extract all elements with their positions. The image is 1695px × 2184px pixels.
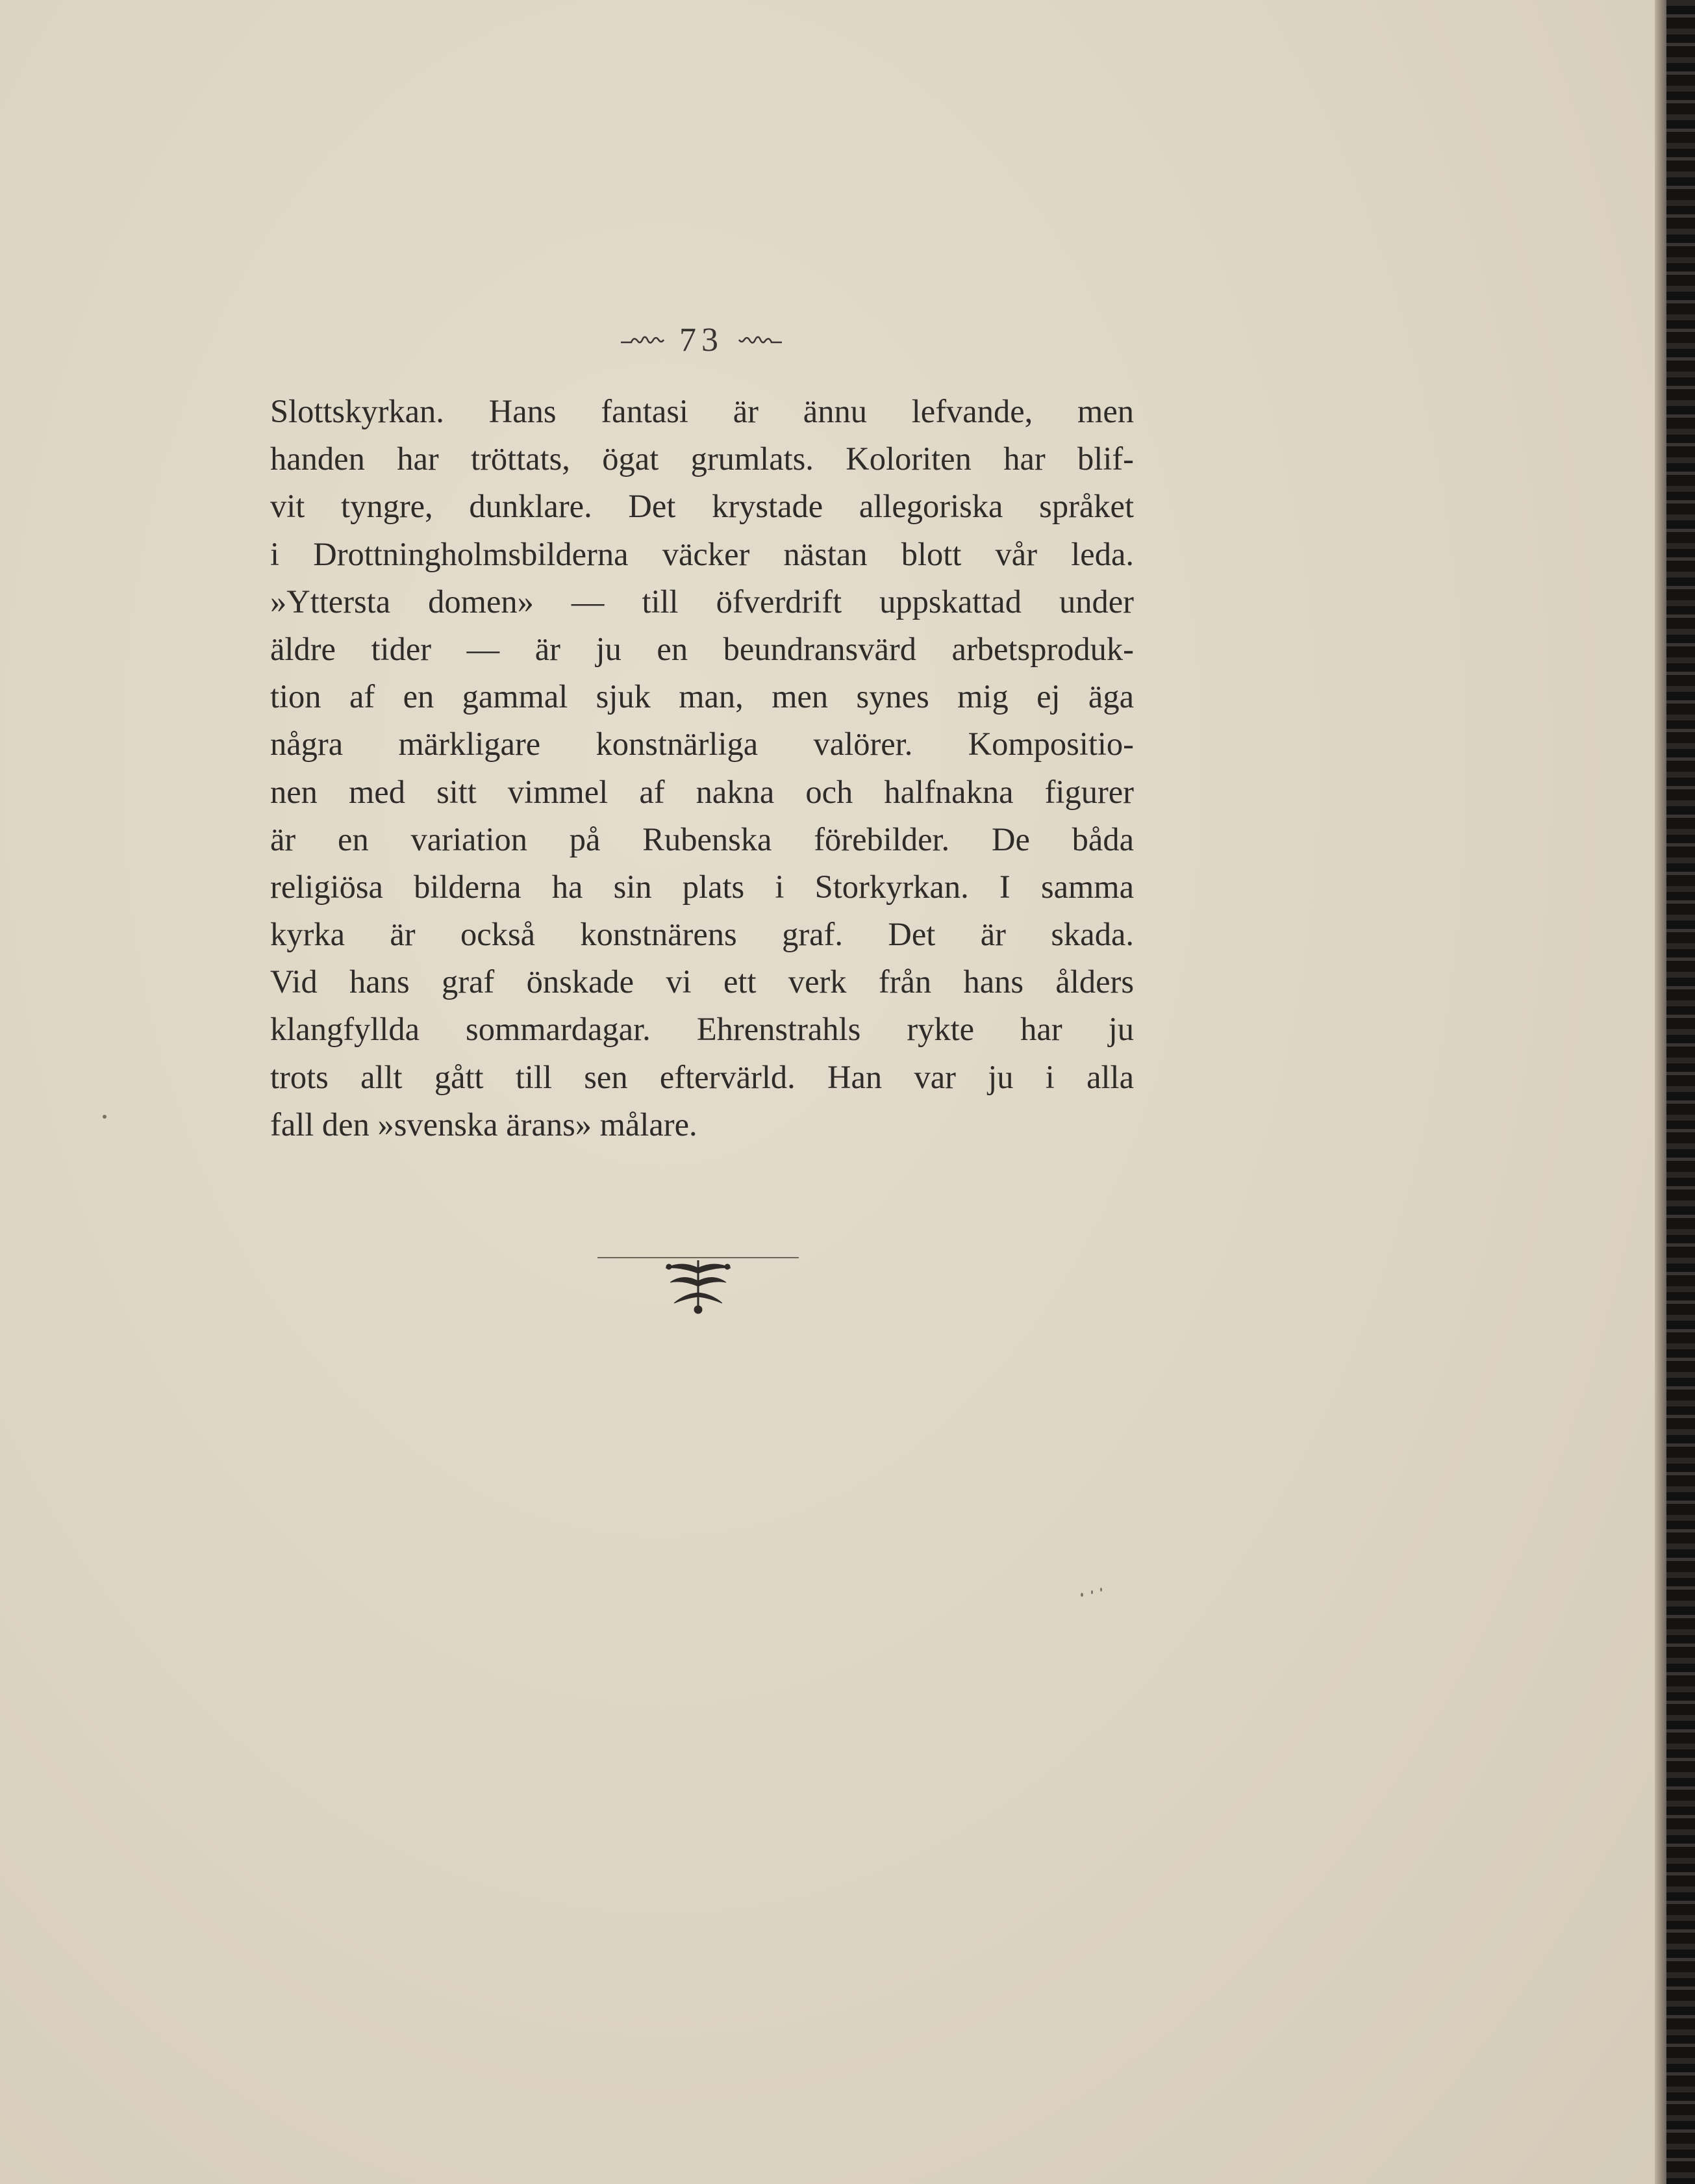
paper-speck [1091,1590,1093,1594]
page-number: 73 [679,321,723,359]
text-line: kyrka är också konstnärens graf. Det är skada. [270,916,1134,953]
text-line: vit tyngre, dunklare. Det krystade allegoriska språket [270,488,1134,525]
text-line: Vid hans graf önskade vi ett verk från hans ålders [270,963,1134,1000]
text-line: religiösa bilderna ha sin plats i Storkyrkan. I samma [270,868,1134,905]
end-ornament-icon [597,1254,799,1319]
text-line: trots allt gått till sen eftervärld. Han var ju i alla [270,1058,1134,1095]
paper-speck [1081,1593,1083,1597]
text-line: nen med sitt vimmel af nakna och halfnakna figurer [270,773,1134,810]
paper-speck [1100,1588,1102,1592]
text-line: tion af en gammal sjuk man, men synes mig ej äga [270,678,1134,715]
left-flourish-icon [620,332,665,348]
page-edge [1655,0,1695,2184]
text-line: är en variation på Rubenska förebilder. De båda [270,820,1134,857]
right-flourish-icon [738,332,783,348]
text-line: i Drottningholmsbilderna väcker nästan blott vår leda. [270,535,1134,572]
paper-speck [103,1115,107,1119]
text-line: några märkligare konstnärliga valörer. Kompositio- [270,726,1134,763]
text-line: »Yttersta domen» — till öfverdrift uppskattad under [270,583,1134,620]
page-header [604,317,799,362]
body-text [270,388,1134,1149]
text-line: äldre tider — är ju en beundransvärd arbetsproduk- [270,630,1134,667]
text-line: klangfyllda sommardagar. Ehrenstrahls rykte har ju [270,1011,1134,1048]
text-line: fall den »svenska ärans» målare. [270,1106,697,1143]
text-line: handen har tröttats, ögat grumlats. Koloriten har blif- [270,440,1134,477]
text-line: Slottskyrkan. Hans fantasi är ännu lefvande, men [270,393,1134,429]
